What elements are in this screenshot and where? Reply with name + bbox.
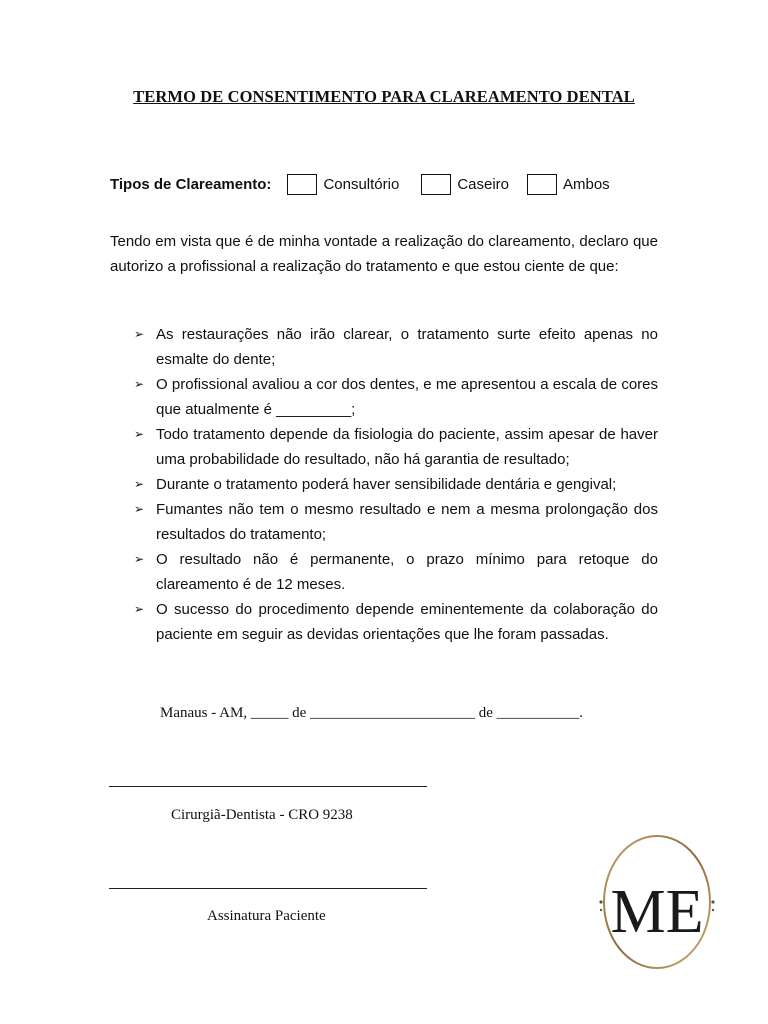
list-item-text: O sucesso do procedimento depende eminentemente da colaboração do paciente em seguir as devidas orientações que lhe foram passadas. [156,601,658,643]
me-logo-icon [597,832,717,972]
list-item-text: Todo tratamento depende da fisiologia do paciente, assim apesar de haver uma probabilidade do resultado, não há garantia de resultado; [156,426,658,468]
list-item [110,422,658,472]
option-consultorio-label: Consultório [323,175,400,193]
arrow-bullet-icon: ➢ [134,427,145,441]
place-date-line: Manaus - AM, _____ de ______________________ de ___________. [160,705,583,721]
option-consultorio[interactable] [287,174,399,195]
arrow-bullet-icon: ➢ [134,502,145,516]
list-item [110,372,658,422]
whitening-types-label: Tipos de Clareamento: [110,175,272,193]
terms-list [110,322,658,647]
patient-signature-line[interactable] [109,888,427,889]
list-item-text: O resultado não é permanente, o prazo mínimo para retoque do clareamento é de 12 meses. [156,551,658,593]
patient-signature-label: Assinatura Paciente [207,908,326,924]
whitening-types-row [110,172,610,196]
checkbox-ambos[interactable] [527,174,557,195]
option-caseiro-label: Caseiro [457,175,509,193]
arrow-bullet-icon: ➢ [134,377,145,391]
list-item-text: Durante o tratamento poderá haver sensibilidade dentária e gengival; [156,476,617,493]
list-item [110,597,658,647]
list-item [110,472,658,497]
list-item-text: O profissional avaliou a cor dos dentes, e me apresentou a escala de cores que atualmente é _________; [156,376,658,418]
intro-paragraph: Tendo em vista que é de minha vontade a realização do clareamento, declaro que autorizo a profissional a realização do tratamento e que estou ciente de que: [110,233,658,275]
logo-text: ME [610,878,704,946]
checkbox-consultorio[interactable] [287,174,317,195]
arrow-bullet-icon: ➢ [134,477,145,491]
checkbox-caseiro[interactable] [421,174,451,195]
arrow-bullet-icon: ➢ [134,327,145,341]
arrow-bullet-icon: ➢ [134,552,145,566]
dentist-signature-line[interactable] [109,786,427,787]
document-title: TERMO DE CONSENTIMENTO PARA CLAREAMENTO DENTAL [133,87,635,106]
list-item [110,497,658,547]
dentist-signature-label: Cirurgiã-Dentista - CRO 9238 [171,807,353,823]
list-item [110,547,658,597]
option-ambos[interactable] [527,174,610,195]
list-item [110,322,658,372]
option-caseiro[interactable] [421,174,509,195]
list-item-text: Fumantes não tem o mesmo resultado e nem a mesma prolongação dos resultados do tratamento; [156,501,658,543]
option-ambos-label: Ambos [563,175,610,193]
arrow-bullet-icon: ➢ [134,602,145,616]
list-item-text: As restaurações não irão clarear, o tratamento surte efeito apenas no esmalte do dente; [156,326,658,368]
